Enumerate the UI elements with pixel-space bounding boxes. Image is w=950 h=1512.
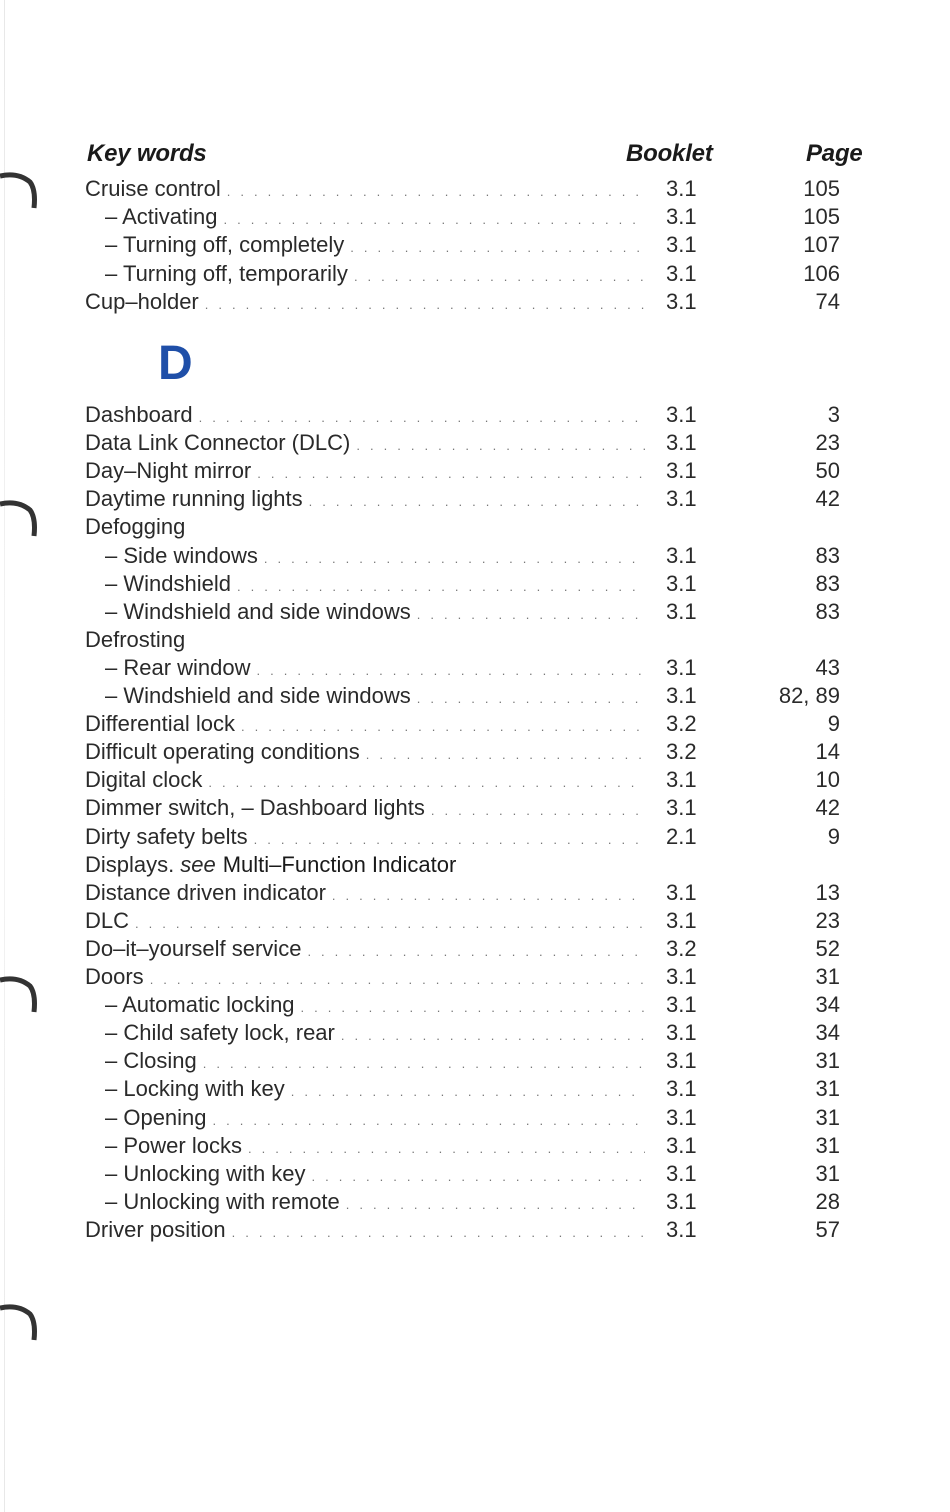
entry-booklet: 3.1 xyxy=(666,683,697,708)
entry-term-text: Defrosting xyxy=(85,626,186,652)
entry-booklet: 3.1 xyxy=(666,542,697,568)
entry-term-text: – Windshield xyxy=(105,570,231,596)
section-letter: D xyxy=(158,337,193,390)
dot-leader xyxy=(346,1191,645,1216)
entry-page: 50 xyxy=(815,458,840,484)
entry-booklet: 3.1 xyxy=(666,1132,697,1158)
index-entry xyxy=(0,626,950,654)
entry-page: 13 xyxy=(815,879,840,905)
entry-page: 83 xyxy=(815,598,840,624)
entry-booklet: 3.1 xyxy=(666,795,697,821)
key-words-heading: Key words xyxy=(87,140,207,167)
entry-term xyxy=(105,1104,645,1132)
entry-page: 31 xyxy=(815,1160,840,1186)
index-entry xyxy=(0,175,950,203)
booklet-heading: Booklet xyxy=(626,140,713,167)
entry-page: 34 xyxy=(815,1020,840,1046)
index-entry xyxy=(0,738,950,766)
entry-term-text: – Turning off, temporarily xyxy=(105,260,348,286)
entry-page: 83 xyxy=(815,570,840,596)
entry-term-text: Cup–holder xyxy=(85,288,199,314)
entry-term xyxy=(85,513,645,541)
entry-page: 28 xyxy=(815,1188,840,1214)
index-entry xyxy=(0,457,950,485)
index-entry xyxy=(0,1188,950,1216)
entry-term xyxy=(105,260,645,288)
entry-term xyxy=(85,288,645,316)
dot-leader xyxy=(341,1022,645,1047)
entry-booklet: 2.1 xyxy=(666,823,697,849)
index-entry xyxy=(0,1075,950,1103)
entry-page: 105 xyxy=(803,204,840,230)
entry-term xyxy=(85,175,645,203)
entry-term-text: – Locking with key xyxy=(105,1076,285,1102)
entry-booklet: 3.1 xyxy=(666,879,697,905)
entry-page: 83 xyxy=(815,542,840,568)
index-entry xyxy=(0,570,950,598)
dot-leader xyxy=(417,601,645,626)
entry-term xyxy=(85,963,645,991)
index-entry xyxy=(0,794,950,822)
entry-booklet: 3.1 xyxy=(666,260,697,286)
entry-term xyxy=(105,570,645,598)
entry-page: 107 xyxy=(803,232,840,258)
dot-leader xyxy=(257,657,645,682)
entry-term-text: Dirty safety belts xyxy=(85,823,248,849)
entry-term-text: Data Link Connector (DLC) xyxy=(85,430,351,456)
dot-leader xyxy=(264,545,645,570)
entry-page: 9 xyxy=(827,823,840,849)
dot-leader xyxy=(312,1163,645,1188)
index-entry xyxy=(0,682,950,710)
entry-term xyxy=(105,542,645,570)
entry-term xyxy=(105,1019,645,1047)
entry-term xyxy=(85,485,645,513)
entry-term-text: Displays. xyxy=(85,851,175,877)
entry-booklet: 3.1 xyxy=(666,458,697,484)
index-entry xyxy=(0,991,950,1019)
entry-term xyxy=(85,401,645,429)
entry-term xyxy=(85,1216,645,1244)
entry-booklet: 3.1 xyxy=(666,907,697,933)
entry-term-text: – Unlocking with remote xyxy=(105,1188,340,1214)
entry-term xyxy=(85,935,645,963)
entry-booklet: 3.1 xyxy=(666,767,697,793)
dot-leader xyxy=(248,1135,645,1160)
entry-term-text: – Activating xyxy=(105,204,218,230)
index-entry xyxy=(0,598,950,626)
entry-booklet: 3.1 xyxy=(666,232,697,258)
entry-term-text: – Side windows xyxy=(105,542,258,568)
dot-leader xyxy=(309,488,645,513)
entry-page: 34 xyxy=(815,992,840,1018)
index-entry xyxy=(0,766,950,794)
index-entry xyxy=(0,823,950,851)
index-entry xyxy=(0,288,950,316)
index-entry xyxy=(0,542,950,570)
entry-term-text: – Windshield and side windows xyxy=(105,683,411,708)
entry-booklet: 3.1 xyxy=(666,204,697,230)
entry-term-text: Daytime running lights xyxy=(85,486,303,512)
entry-page: 9 xyxy=(827,711,840,737)
entry-term-text: Doors xyxy=(85,964,144,989)
entry-term-text: – Child safety lock, rear xyxy=(105,1020,335,1046)
index-entry xyxy=(0,963,950,991)
dot-leader xyxy=(224,206,645,231)
entry-term xyxy=(105,1188,645,1216)
entry-term xyxy=(105,682,645,710)
page-heading: Page xyxy=(806,140,863,167)
entry-term xyxy=(85,429,645,457)
entry-term xyxy=(105,598,645,626)
index-entry xyxy=(0,429,950,457)
entry-term xyxy=(85,457,645,485)
entry-page: 43 xyxy=(815,654,840,680)
entry-term xyxy=(85,794,645,822)
entry-page: 31 xyxy=(815,1076,840,1102)
entry-page: 82, 89 xyxy=(778,683,840,708)
entry-booklet: 3.1 xyxy=(666,486,697,512)
index-entry xyxy=(0,260,950,288)
entry-term-text: – Automatic locking xyxy=(105,992,295,1018)
dot-leader xyxy=(350,234,645,259)
index-entry xyxy=(0,935,950,963)
entry-booklet: 3.1 xyxy=(666,1076,697,1102)
entry-term-text: Dimmer switch, – Dashboard lights xyxy=(85,795,425,821)
dot-leader xyxy=(208,769,645,794)
entry-term xyxy=(85,851,645,879)
dot-leader xyxy=(241,713,645,738)
index-entry xyxy=(0,401,950,429)
index-entry xyxy=(0,1047,950,1075)
dot-leader xyxy=(205,291,645,316)
index-header xyxy=(0,140,950,174)
entry-booklet: 3.1 xyxy=(666,176,697,201)
entry-booklet: 3.1 xyxy=(666,1020,697,1046)
entry-page: 57 xyxy=(815,1216,840,1242)
entry-term xyxy=(105,1075,645,1103)
entry-booklet: 3.1 xyxy=(666,402,697,427)
index-entry xyxy=(0,485,950,513)
dot-leader xyxy=(366,741,645,766)
dot-leader xyxy=(213,1107,645,1132)
entry-term-text: – Opening xyxy=(105,1104,207,1130)
entry-term xyxy=(105,654,645,682)
binder-hole-mark xyxy=(0,1300,40,1344)
see-reference-target: Multi–Function Indicator xyxy=(222,851,457,877)
index-entry xyxy=(0,231,950,259)
entry-page: 31 xyxy=(815,1132,840,1158)
dot-leader xyxy=(254,826,645,851)
entry-term xyxy=(105,231,645,259)
entry-page: 42 xyxy=(815,795,840,821)
dot-leader xyxy=(307,938,645,963)
entry-term-text: – Windshield and side windows xyxy=(105,598,411,624)
dot-leader xyxy=(354,263,645,288)
entry-term-text: Do–it–yourself service xyxy=(85,935,302,961)
dot-leader xyxy=(135,910,645,935)
entry-term-text: Day–Night mirror xyxy=(85,458,252,484)
index-entry xyxy=(0,1019,950,1047)
entry-term xyxy=(85,823,645,851)
index-entry xyxy=(0,907,950,935)
entry-term-text: Digital clock xyxy=(85,767,203,793)
entry-page: 23 xyxy=(815,907,840,933)
entry-term xyxy=(85,766,645,794)
index-entry xyxy=(0,654,950,682)
index-entry xyxy=(0,513,950,541)
entry-term xyxy=(105,1132,645,1160)
entry-term-text: Difficult operating conditions xyxy=(85,739,360,765)
entry-booklet: 3.1 xyxy=(666,964,697,989)
entry-page: 52 xyxy=(815,935,840,961)
entry-page: 31 xyxy=(815,1048,840,1074)
entry-booklet: 3.1 xyxy=(666,992,697,1018)
entry-booklet: 3.1 xyxy=(666,1048,697,1074)
dot-leader xyxy=(332,882,645,907)
entry-term-text: – Rear window xyxy=(105,654,251,680)
index-entry xyxy=(0,879,950,907)
index-entry xyxy=(0,1160,950,1188)
entry-page: 31 xyxy=(815,1104,840,1130)
entry-booklet: 3.2 xyxy=(666,711,697,737)
entry-booklet: 3.1 xyxy=(666,598,697,624)
entry-term xyxy=(105,1160,645,1188)
index-entry xyxy=(0,1104,950,1132)
entry-term-text: Differential lock xyxy=(85,711,235,737)
entry-term-text: – Power locks xyxy=(105,1132,242,1158)
entry-page: 42 xyxy=(815,486,840,512)
entry-page: 106 xyxy=(803,260,840,286)
entry-term xyxy=(105,203,645,231)
entry-page: 10 xyxy=(815,767,840,793)
entry-term-text: – Closing xyxy=(105,1048,197,1074)
entry-booklet: 3.1 xyxy=(666,1104,697,1130)
dot-leader xyxy=(417,685,645,710)
entry-term-text: – Unlocking with key xyxy=(105,1160,306,1186)
entry-page: 23 xyxy=(815,430,840,456)
dot-leader xyxy=(227,178,645,203)
entry-booklet: 3.1 xyxy=(666,570,697,596)
entry-page: 31 xyxy=(815,964,840,989)
entry-term xyxy=(85,626,645,654)
dot-leader xyxy=(431,797,645,822)
entry-term xyxy=(85,710,645,738)
entry-term-text: Cruise control xyxy=(85,176,221,201)
index-entry xyxy=(0,1132,950,1160)
entry-booklet: 3.1 xyxy=(666,1160,697,1186)
entry-term-text: Defogging xyxy=(85,514,186,540)
entry-term-text: – Turning off, completely xyxy=(105,232,345,258)
index-entry xyxy=(0,203,950,231)
entry-booklet: 3.1 xyxy=(666,1188,697,1214)
entry-term xyxy=(85,879,645,907)
index-entry xyxy=(0,851,950,879)
entry-booklet: 3.1 xyxy=(666,288,697,314)
dot-leader xyxy=(150,966,645,991)
entry-booklet: 3.1 xyxy=(666,430,697,456)
dot-leader xyxy=(199,404,645,429)
entry-term-text: Distance driven indicator xyxy=(85,879,326,905)
entry-term xyxy=(85,907,645,935)
entry-booklet: 3.1 xyxy=(666,1216,697,1242)
entry-term xyxy=(85,738,645,766)
index-entry xyxy=(0,710,950,738)
dot-leader xyxy=(257,460,645,485)
dot-leader xyxy=(301,994,645,1019)
entry-term xyxy=(105,1047,645,1075)
entry-page: 105 xyxy=(803,176,840,201)
entry-term-text: Dashboard xyxy=(85,402,193,427)
entry-term-text: DLC xyxy=(85,907,130,933)
dot-leader xyxy=(203,1050,645,1075)
entry-booklet: 3.2 xyxy=(666,935,697,961)
entry-term-text: Driver position xyxy=(85,1216,226,1242)
entry-page: 3 xyxy=(827,402,840,427)
dot-leader xyxy=(237,573,645,598)
entry-page: 74 xyxy=(815,288,840,314)
entry-page: 14 xyxy=(815,739,840,765)
dot-leader xyxy=(291,1078,645,1103)
dot-leader xyxy=(356,432,645,457)
see-reference-word: see xyxy=(180,851,216,877)
entry-booklet: 3.2 xyxy=(666,739,697,765)
dot-leader xyxy=(232,1219,645,1244)
entry-booklet: 3.1 xyxy=(666,654,697,680)
entry-term xyxy=(105,991,645,1019)
index-entry xyxy=(0,1216,950,1244)
